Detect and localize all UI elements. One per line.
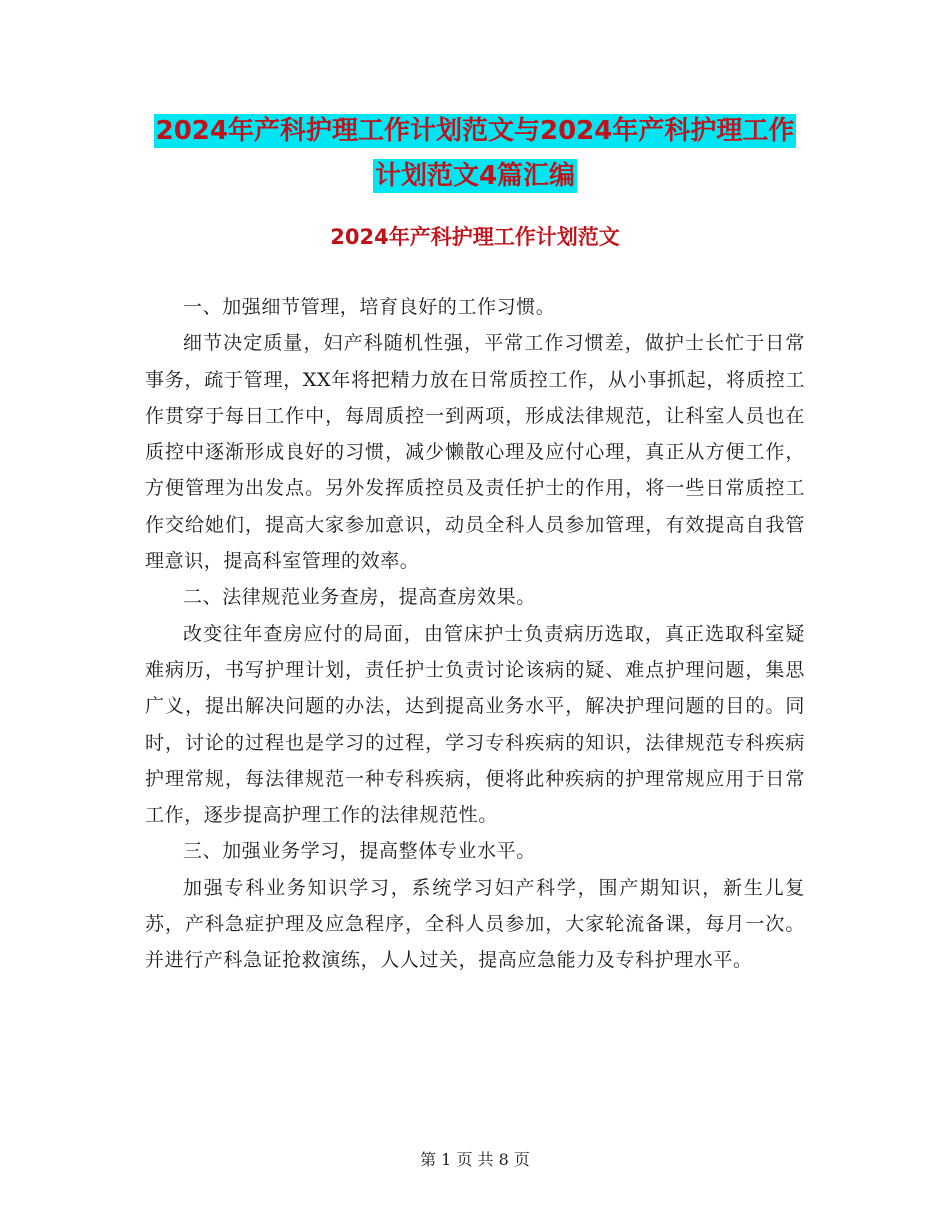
title-highlight: 计划范文4篇汇编 xyxy=(374,161,576,191)
heading-1: 一、加强细节管理，培育良好的工作习惯。 xyxy=(183,296,556,318)
paragraph-3: 加强专科业务知识学习，系统学习妇产科学，围产期知识，新生儿复苏，产科急症护理及应急程序，全科人员参加，大家轮流备课，每月一次。并进行产科急证抢救演练，人人过关，提高应急能力及专科护理水平。 xyxy=(145,876,805,972)
paragraph-2: 改变往年查房应付的局面，由管床护士负责病历选取，真正选取科室疑难病历，书写护理计划，责任护士负责讨论该病的疑、难点护理问题，集思广义，提出解决问题的办法，达到提高业务水平，解决护理问题的目的。同时，讨论的过程也是学习的过程，学习专科疾病的知识，法律规范专科疾病护理常规，每法律规范一种专科疾病，便将此种疾病的护理常规应用于日常工作，逐步提高护理工作的法律规范性。 xyxy=(145,622,805,827)
heading-3: 三、加强业务学习，提高整体专业水平。 xyxy=(183,840,536,863)
page-footer: 第 1 页 共 8 页 xyxy=(420,1150,530,1169)
section-title: 2024年产科护理工作计划范文 xyxy=(330,225,620,249)
title-highlight: 2024年产科护理工作计划范文与2024年产科护理工作 xyxy=(155,116,795,146)
document-title-line-1 xyxy=(120,108,830,154)
paragraph-1: 细节决定质量，妇产科随机性强，平常工作习惯差，做护士长忙于日常事务，疏于管理，XX年将把精力放在日常质控工作，从小事抓起，将质控工作贯穿于每日工作中，每周质控一到两项，形成法律规范，让科室人员也在质控中逐渐形成良好的习惯，减少懒散心理及应付心理，真正从方便工作，方便管理为出发点。另外发挥质控员及责任护士的作用，将一些日常质控工作交给她们，提高大家参加意识，动员全科人员参加管理，有效提高自我管理意识，提高科室管理的效率。 xyxy=(145,332,805,573)
document-title-line-2 xyxy=(120,153,830,199)
document-body xyxy=(145,289,805,979)
heading-2: 二、法律规范业务查房，提高查房效果。 xyxy=(183,586,536,609)
